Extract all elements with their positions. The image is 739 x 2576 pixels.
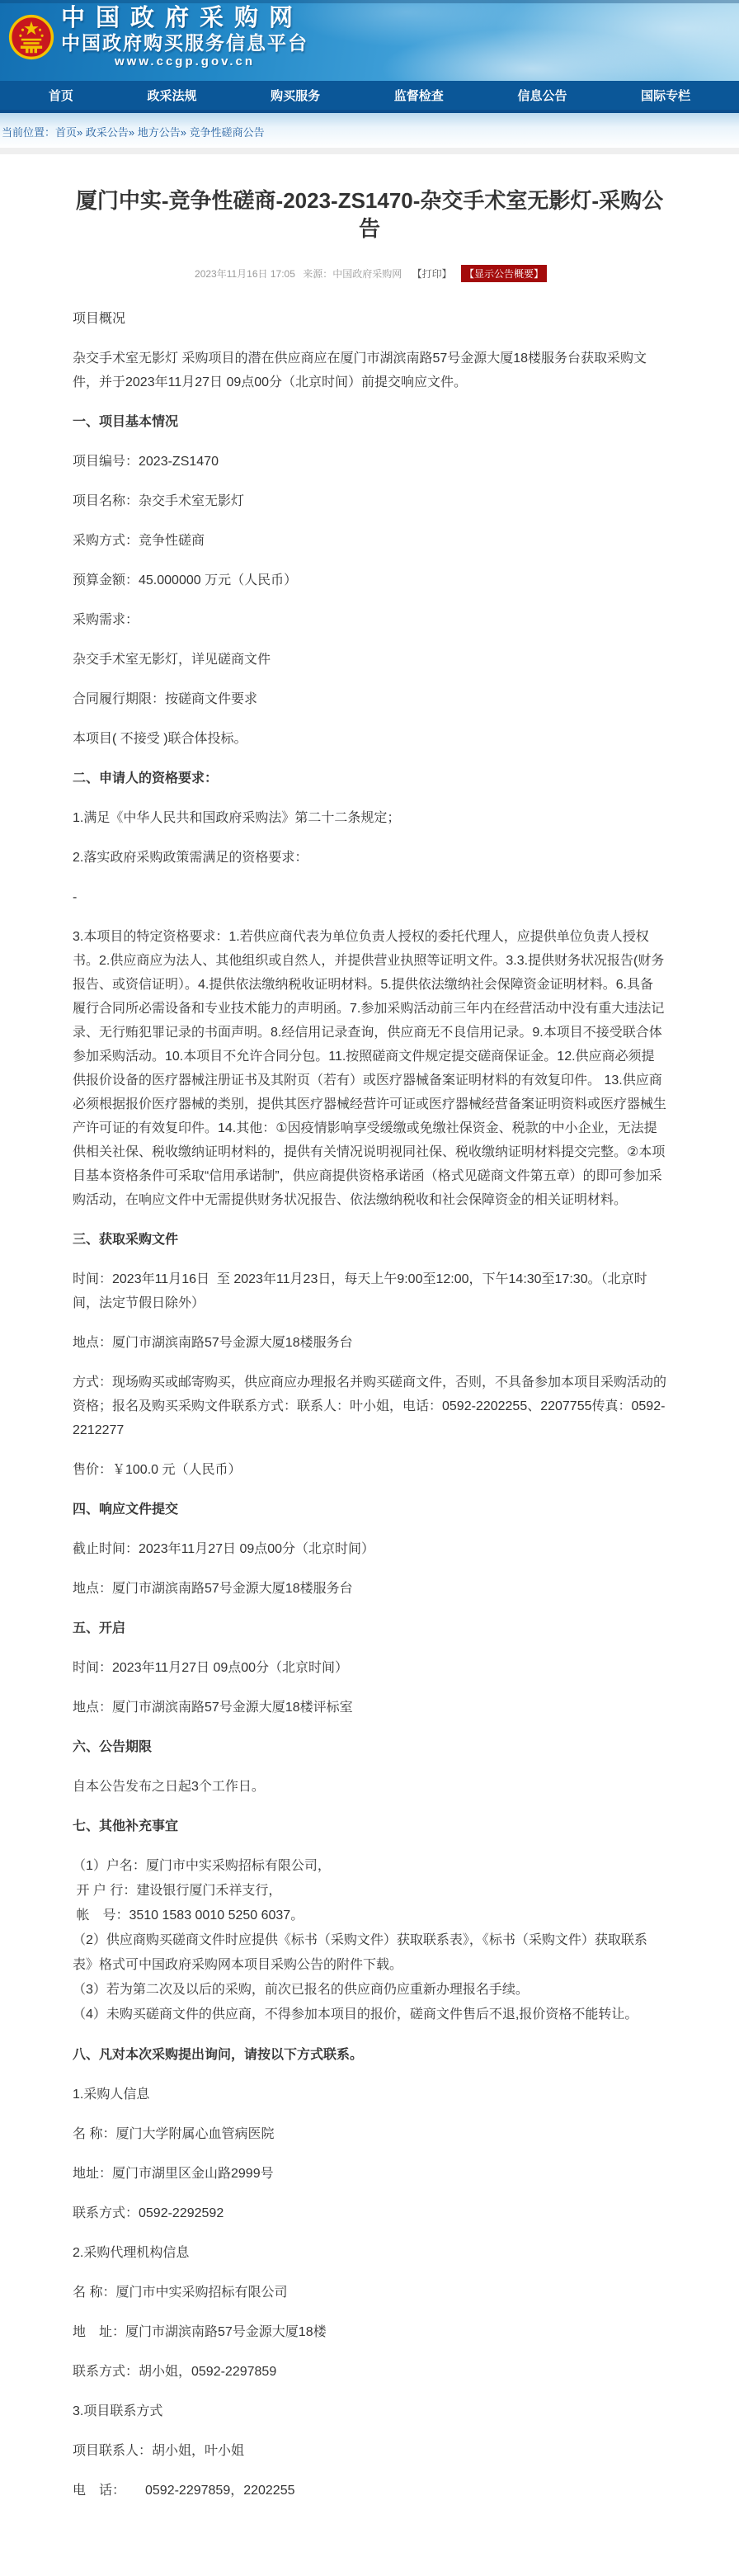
article-paragraph: 采购需求： xyxy=(73,612,139,627)
article-paragraph: 自本公告发布之日起3个工作日。 xyxy=(73,1779,265,1794)
show-summary-button[interactable]: 【显示公告概要】 xyxy=(461,265,547,282)
breadcrumb-prefix: 当前位置： xyxy=(2,126,56,139)
article-paragraph: 项目名称：杂交手术室无影灯 xyxy=(73,493,245,508)
article-paragraph: 预算金额：45.000000 万元（人民币） xyxy=(73,573,298,587)
article-paragraph: 五、开启 xyxy=(73,1621,126,1635)
article-paragraph: 八、凡对本次采购提出询问，请按以下方式联系。 xyxy=(73,2047,364,2062)
article-paragraph: （2）供应商购买磋商文件时应提供《标书（采购文件）获取联系表》，《标书（采购文件）获取联系表》格式可中国政府采购网本项目采购公告的附件下载。 xyxy=(73,1932,647,1972)
article-paragraph: 方式：现场购买或邮寄购买，供应商应办理报名并购买磋商文件，否则，不具备参加本项目采购活动的资格；报名及购买采购文件联系方式：联系人：叶小姐，电话：0592-2202255、2207755传真：0592-2212277 xyxy=(73,1375,667,1437)
article-paragraph: 帐 号：3510 1583 0010 5250 6037。 xyxy=(73,1908,304,1923)
breadcrumb-link[interactable]: » 政采公告 xyxy=(77,126,129,139)
article-paragraph: 一、项目基本情况 xyxy=(73,414,179,429)
nav-item[interactable]: 监督检查 xyxy=(393,89,444,103)
article-paragraph: （4）未购买磋商文件的供应商，不得参加本项目的报价，磋商文件售后不退,报价资格不能转让。 xyxy=(73,2007,638,2022)
article-paragraph: 杂交手术室无影灯 采购项目的潜在供应商应在厦门市湖滨南路57号金源大厦18楼服务台获取采购文件，并于2023年11月27日 09点00分（北京时间）前提交响应文件。 xyxy=(73,351,647,389)
article-paragraph: 项目联系人：胡小姐，叶小姐 xyxy=(73,2443,245,2458)
article-paragraph: 地点：厦门市湖滨南路57号金源大厦18楼服务台 xyxy=(73,1335,353,1350)
article-source: 来源：中国政府采购网 xyxy=(303,267,402,280)
site-title: 中国政府采购网 xyxy=(61,5,304,31)
article-paragraph: 本项目( 不接受 )联合体投标。 xyxy=(73,731,247,746)
breadcrumb xyxy=(0,110,739,148)
nav-item[interactable]: 信息公告 xyxy=(517,89,567,103)
article-paragraph: 2.落实政府采购政策需满足的资格要求： xyxy=(73,850,308,865)
print-button[interactable]: 【打印】 xyxy=(412,267,452,280)
article-paragraph: 3.本项目的特定资格要求：1.若供应商代表为单位负责人授权的委托代理人，应提供单位负责人授权书。2.供应商应为法人、其他组织或自然人，并提供营业执照等证明文件。3.3.提供财务状况报告(财务报告、或资信证明）。4.提供依法缴纳税收证明材料。5.提供依法缴纳社会保障资金证明材料。6.具备履行合同所必需设备和专业技术能力的声明函。7.参加采购活动前三年内在经营活动中没有重大违法记录、无行贿犯罪记录的书面声明。8.经信用记录查询，供应商无不良信用记录。9.本项目不接受联合体参加采购活动。10.本项目不允许合同分包。11.按照磋商文件规定提交磋商保证金。12.供应商必须提供报价设备的医疗器械注册证书及其附页（若有）或医疗器械备案证明材料的有效复印件。 13.供应商必须根据报价医疗器械的类别，提供其医疗器械经营许可证或医疗器械经营备案证明资料或医疗器械生产许可证的有效复印件。14.其他：①因疫情影响享受缓缴或免缴社保资金、税款的中小企业，无法提供相关社保、税收缴纳证明材料的，提供有关情况说明视同社保、税收缴纳证明材料提交完整。②本项目基本资格条件可采取“信用承诺制”，供应商提供资格承诺函（格式见磋商文件第五章）的即可参加采购活动，在响应文件中无需提供财务状况报告、依法缴纳税收和社会保障资金的相关证明材料。 xyxy=(73,929,667,1207)
article-paragraph: 开 户 行：建设银行厦门禾祥支行， xyxy=(73,1883,282,1898)
article-paragraph: 项目编号：2023-ZS1470 xyxy=(73,454,219,469)
article-paragraph: 时间：2023年11月16日 至 2023年11月23日，每天上午9:00至12:00，下午14:30至17:30。（北京时间，法定节假日除外） xyxy=(73,1271,647,1310)
article-paragraph: 名 称：厦门大学附属心血管病医院 xyxy=(73,2126,275,2141)
nav-item[interactable]: 首页 xyxy=(48,89,73,103)
site-banner xyxy=(0,0,739,81)
article-paragraph: 联系方式：0592-2292592 xyxy=(73,2206,224,2220)
article-paragraph: 二、申请人的资格要求： xyxy=(73,771,219,786)
article-paragraph: 三、获取采购文件 xyxy=(73,1232,179,1247)
nav-item[interactable]: 政采法规 xyxy=(147,89,197,103)
announcement-article xyxy=(0,187,739,2576)
article-paragraph: 1.满足《中华人民共和国政府采购法》第二十二条规定； xyxy=(73,810,401,825)
article-paragraph: 时间：2023年11月27日 09点00分（北京时间） xyxy=(73,1660,349,1675)
site-logo-text xyxy=(61,5,308,68)
article-paragraph: （3）若为第二次及以后的采购，前次已报名的供应商仍应重新办理报名手续。 xyxy=(73,1982,529,1997)
article-paragraph: 3.项目联系方式 xyxy=(73,2404,163,2418)
article-paragraph: 2.采购代理机构信息 xyxy=(73,2245,190,2260)
article-paragraph: 地址：厦门市湖里区金山路2999号 xyxy=(73,2166,274,2181)
publish-date: 2023年11月16日 17:05 xyxy=(195,267,295,280)
article-paragraph: 杂交手术室无影灯，详见磋商文件 xyxy=(73,652,271,667)
article-meta xyxy=(73,265,666,282)
article-paragraph: （1）户名：厦门市中实采购招标有限公司， xyxy=(73,1858,331,1873)
site-subtitle: 中国政府购买服务信息平台 xyxy=(61,32,308,54)
article-paragraph: 七、其他补充事宜 xyxy=(73,1819,179,1833)
article-paragraph: 六、公告期限 xyxy=(73,1739,153,1754)
breadcrumb-link[interactable]: 首页 xyxy=(55,126,78,139)
article-paragraph: 电 话： 0592-2297859，2202255 xyxy=(73,2483,295,2498)
article-paragraph: 地点：厦门市湖滨南路57号金源大厦18楼评标室 xyxy=(73,1700,353,1715)
article-paragraph: 售价：￥100.0 元（人民币） xyxy=(73,1462,242,1477)
article-paragraph: 合同履行期限：按磋商文件要求 xyxy=(73,691,258,706)
breadcrumb-link[interactable]: » 地方公告 xyxy=(129,126,181,139)
site-url: www.ccgp.gov.cn xyxy=(114,54,256,68)
article-body xyxy=(73,307,666,2503)
section-divider xyxy=(0,148,739,154)
breadcrumb-link[interactable]: » 竞争性磋商公告 xyxy=(181,126,265,139)
national-emblem-icon xyxy=(8,14,54,60)
nav-item[interactable]: 国际专栏 xyxy=(641,89,691,103)
article-paragraph: 采购方式：竞争性磋商 xyxy=(73,533,205,548)
page-title: 厦门中实-竞争性磋商-2023-ZS1470-杂交手术室无影灯-采购公告 xyxy=(75,188,664,241)
article-paragraph: 四、响应文件提交 xyxy=(73,1502,179,1517)
nav-item[interactable]: 购买服务 xyxy=(271,89,321,103)
article-paragraph: - xyxy=(73,889,78,904)
article-paragraph: 联系方式：胡小姐，0592-2297859 xyxy=(73,2364,277,2379)
article-paragraph: 项目概况 xyxy=(73,311,126,326)
article-paragraph: 名 称：厦门市中实采购招标有限公司 xyxy=(73,2285,288,2300)
article-paragraph: 地 址：厦门市湖滨南路57号金源大厦18楼 xyxy=(73,2324,327,2339)
site-logo[interactable] xyxy=(0,0,739,68)
main-nav xyxy=(0,81,739,110)
article-paragraph: 1.采购人信息 xyxy=(73,2087,150,2102)
article-paragraph: 地点：厦门市湖滨南路57号金源大厦18楼服务台 xyxy=(73,1581,353,1596)
article-paragraph: 截止时间：2023年11月27日 09点00分（北京时间） xyxy=(73,1541,375,1556)
